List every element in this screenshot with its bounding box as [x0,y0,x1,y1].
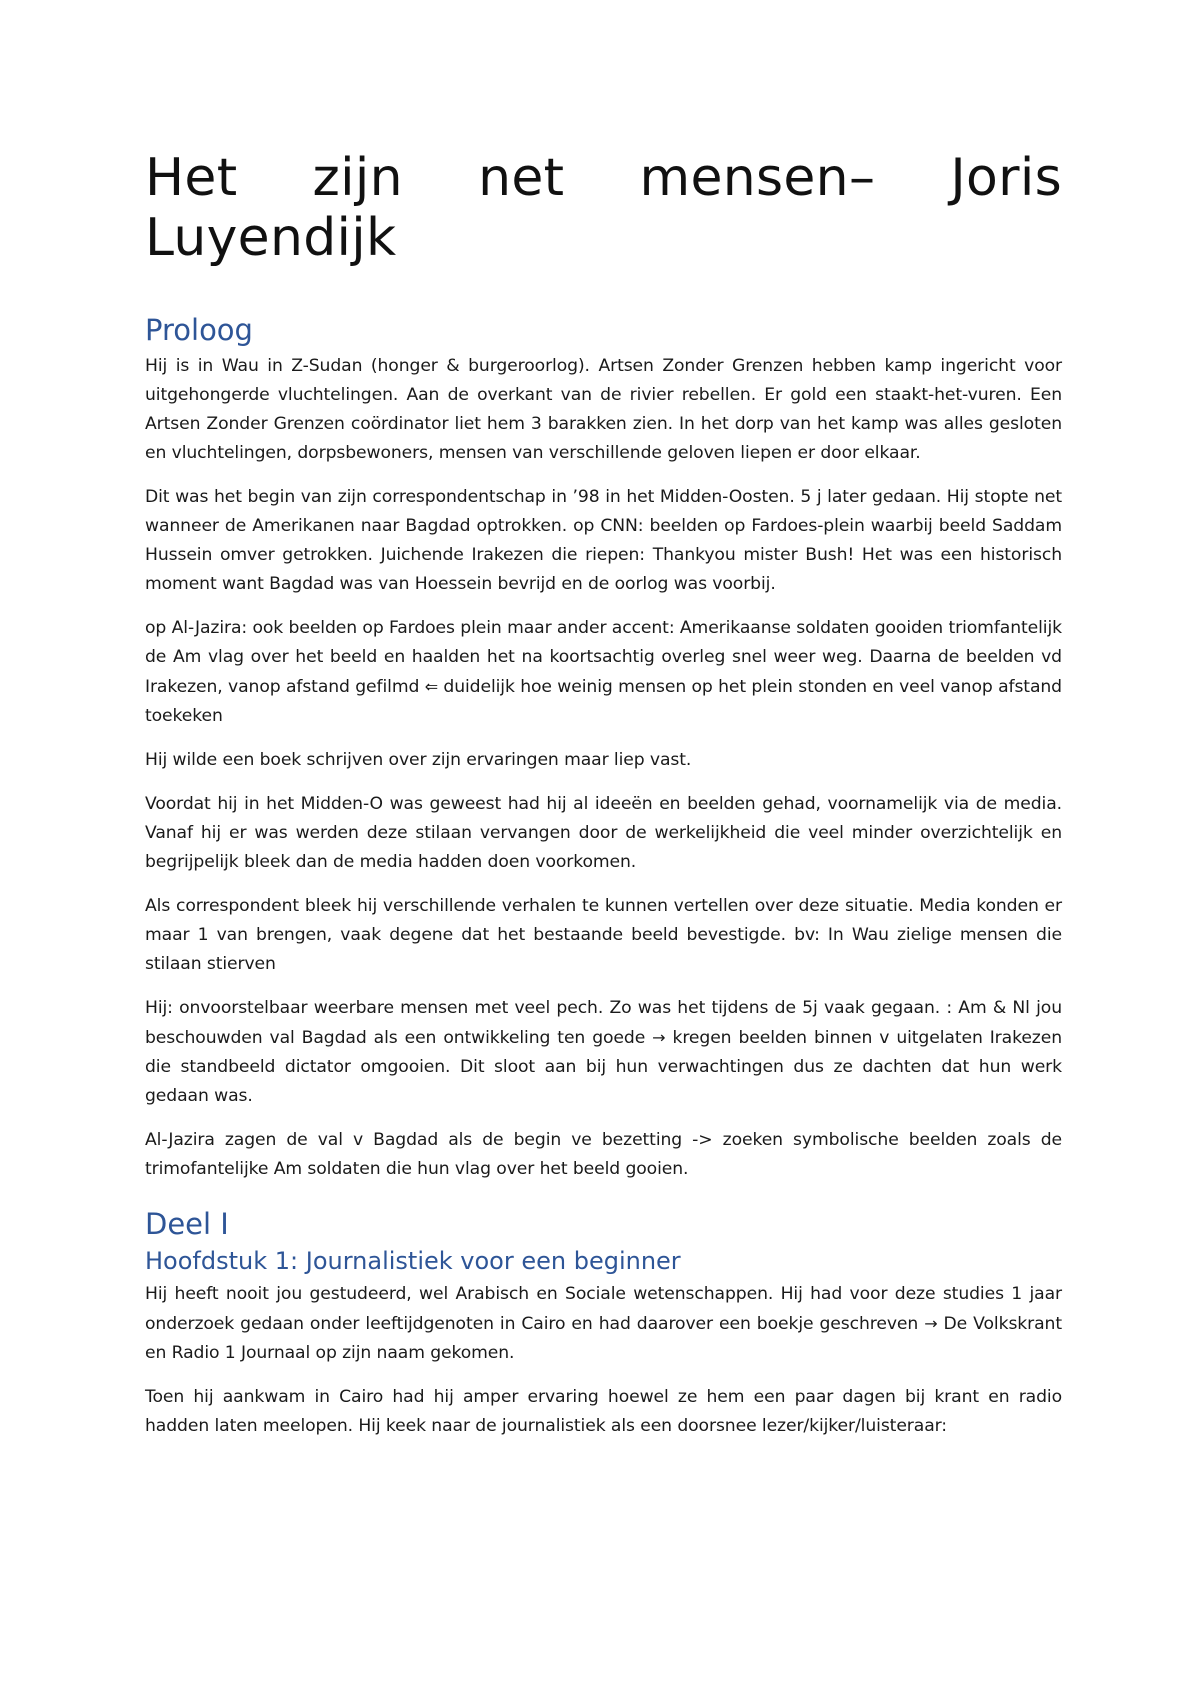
paragraph: Hij is in Wau in Z-Sudan (honger & burgeroorlog). Artsen Zonder Grenzen hebben kamp ingericht voor uitgehongerde vluchtelingen. Aan de overkant van de rivier rebellen. Er gold een staakt-het-vuren. Een Artsen Zonder Grenzen coördinator liet hem 3 barakken zien. In het dorp van het kamp was alles gesloten en vluchtelingen, dorpsbewoners, mensen van verschillende geloven liepen er door elkaar. [145,356,1062,463]
document-title: Het zijn net mensen– Joris Luyendijk [145,148,1062,268]
heading-proloog: Proloog [145,313,253,347]
paragraph: Als correspondent bleek hij verschillende verhalen te kunnen vertellen over deze situatie. Media konden er maar 1 van brengen, vaak degene dat het bestaande beeld bevestigde. bv: In Wau zielige mensen die stilaan stierven [145,896,1062,974]
right-arrow-icon: → [924,1314,938,1333]
paragraph-text: duidelijk hoe weinig mensen op het plein stonden en veel vanop afstand toekeken [145,677,1062,726]
paragraph [145,994,1062,1111]
paragraph-text: Hij: onvoorstelbaar weerbare mensen met veel pech. Zo was het tijdens de 5j vaak gegaan. : Am & Nl jou beschouwden val Bagdad als een ontwikkeling ten goede [145,998,1062,1048]
paragraph-text: op Al-Jazira: ook beelden op Fardoes plein maar ander accent: Amerikaanse soldaten gooiden triomfantelijk de Am vlag over het beeld en haalden het na koortsachtig overleg snel weer weg. Daarna de beelden vd Irakezen, vanop afstand gefilmd [145,618,1062,697]
paragraph-text: De Volkskrant en Radio 1 Journaal op zijn naam gekomen. [145,1314,1062,1363]
paragraph: Voordat hij in het Midden-O was geweest had hij al ideeën en beelden gehad, voornamelijk via de media. Vanaf hij er was werden deze stilaan vervangen door de werkelijkheid die veel minder overzichtelijk en begrijpelijk bleek dan de media hadden doen voorkomen. [145,794,1062,872]
paragraph: Dit was het begin van zijn correspondentschap in ’98 in het Midden-Oosten. 5 j later gedaan. Hij stopte net wanneer de Amerikanen naar Bagdad optrokken. op CNN: beelden op Fardoes-plein waarbij beeld Saddam Hussein omver getrokken. Juichende Irakezen die riepen: Thankyou mister Bush! Het was een historisch moment want Bagdad was van Hoessein bevrijd en de oorlog was voorbij. [145,487,1062,594]
paragraph: Toen hij aankwam in Cairo had hij amper ervaring hoewel ze hem een paar dagen bij krant en radio hadden laten meelopen. Hij keek naar de journalistiek als een doorsnee lezer/kijker/luisteraar: [145,1387,1062,1436]
paragraph: Al-Jazira zagen de val v Bagdad als de begin ve bezetting -> zoeken symbolische beelden zoals de trimofantelijke Am soldaten die hun vlag over het beeld gooien. [145,1130,1062,1179]
left-arrow-symbol: ⇐ [424,677,438,696]
heading-hoofdstuk-1: Hoofdstuk 1: Journalistiek voor een beginner [145,1247,681,1275]
paragraph-text: Hij heeft nooit jou gestudeerd, wel Arabisch en Sociale wetenschappen. Hij had voor deze studies 1 jaar onderzoek gedaan onder leeftijdgenoten in Cairo en had daarover een boekje geschreven [145,1284,1062,1334]
right-arrow-icon: → [652,1028,666,1047]
paragraph: Hij wilde een boek schrijven over zijn ervaringen maar liep vast. [145,750,692,770]
paragraph-text: kregen beelden binnen v uitgelaten Irakezen die standbeeld dictator omgooien. Dit sloot aan bij hun verwachtingen dus ze dachten dat hun werk gedaan was. [145,1028,1062,1106]
heading-deel-i: Deel I [145,1207,229,1241]
paragraph [145,614,1062,731]
paragraph [145,1280,1062,1368]
